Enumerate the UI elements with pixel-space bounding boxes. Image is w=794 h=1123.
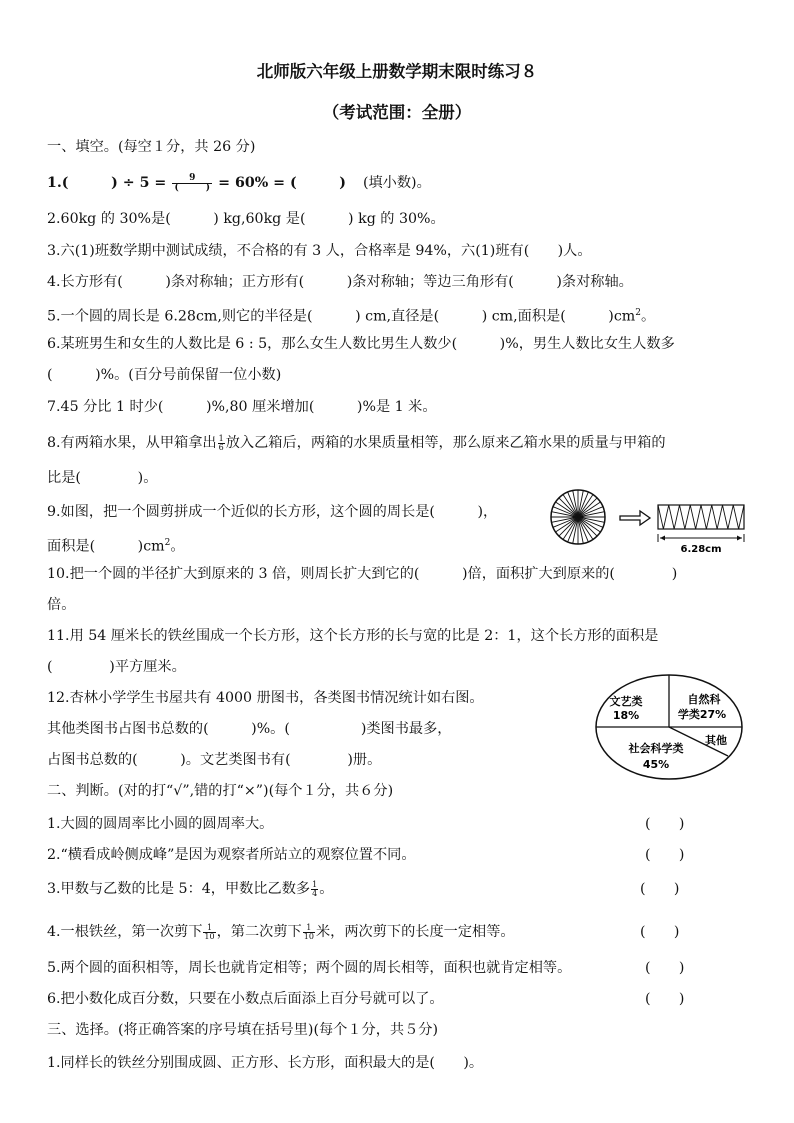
question-12-cont-1: 其他类图书占图书总数的( )%。( )类图书最多， bbox=[47, 721, 452, 737]
right-arrow-icon bbox=[620, 511, 650, 525]
pie-value-shehui: 45% bbox=[642, 758, 670, 771]
fraction: $\frac{1}{10}$ bbox=[303, 922, 314, 941]
question-11-cont: ( )平方厘米。 bbox=[47, 659, 186, 675]
question-2: 2.60kg 的 30%是( ) kg,60kg 是( ) kg 的 30%。 bbox=[47, 211, 445, 227]
question-4: 4.长方形有( )条对称轴；正方形有( )条对称轴；等边三角形有( )条对称轴。 bbox=[47, 274, 633, 290]
choice-question-1: 1.同样长的铁丝分别围成圆、正方形、长方形，面积最大的是( )。 bbox=[47, 1055, 484, 1071]
question-10: 10.把一个圆的半径扩大到原来的 3 倍，则周长扩大到它的( )倍，面积扩大到原来的( ) bbox=[47, 566, 678, 582]
circle-to-rectangle-figure bbox=[548, 484, 754, 554]
judge-question-5: 5.两个圆的面积相等，周长也就肯定相等；两个圆的周长相等，面积也就肯定相等。 bbox=[47, 960, 572, 976]
question-6: 6.某班男生和女生的人数比是 6 : 5，那么女生人数比男生人数少( )%，男生人数比女生人数多 bbox=[47, 336, 675, 352]
pie-label-ziran: 自然科 bbox=[687, 693, 721, 706]
page-subtitle: （考试范围：全册） bbox=[322, 103, 472, 122]
question-6-cont: ( )%。(百分号前保留一位小数) bbox=[47, 367, 282, 383]
answer-paren[interactable]: ( ) bbox=[645, 847, 685, 863]
pie-label-shehui: 社会科学类 bbox=[628, 742, 684, 755]
question-5: 5.一个圆的周长是 6.28cm,则它的半径是( ) cm,直径是( ) cm,面积是( )$cm^2$。 bbox=[47, 308, 656, 325]
divided-circle bbox=[551, 490, 605, 544]
page-title: 北师版六年级上册数学期末限时练习８ bbox=[256, 62, 538, 81]
judge-question-3: 3.甲数与乙数的比是 5：4，甲数比乙数多 $\frac{1}{4}$ 。 bbox=[47, 879, 334, 898]
answer-paren[interactable]: ( ) bbox=[645, 991, 685, 1007]
pie-value-ziran: 学类27% bbox=[677, 708, 727, 721]
section-heading-choice: 三、选择。(将正确答案的序号填在括号里)(每个１分，共５分) bbox=[47, 1022, 439, 1038]
judge-question-6: 6.把小数化成百分数，只要在小数点后面添上百分号就可以了。 bbox=[47, 991, 444, 1007]
question-12: 12.杏林小学学生书屋共有 4000 册图书，各类图书情况统计如右图。 bbox=[47, 690, 484, 706]
answer-paren[interactable]: ( ) bbox=[640, 924, 680, 940]
fraction: $\frac{1}{10}$ bbox=[204, 922, 215, 941]
judge-question-2: 2.“横看成岭侧成峰”是因为观察者所站立的观察位置不同。 bbox=[47, 847, 416, 863]
question-8-cont: 比是( )。 bbox=[47, 470, 158, 486]
question-7: 7.45 分比 1 时少( )%,80 厘米增加( )%是 1 米。 bbox=[47, 399, 437, 415]
fraction: $\frac{1}{4}$ bbox=[312, 879, 318, 898]
answer-paren[interactable]: ( ) bbox=[645, 960, 685, 976]
judge-question-4: 4.一根铁丝，第一次剪下 $\frac{1}{10}$ ，第二次剪下 $\frac{1}{10}$ 米，两次剪下的长度一定相等。 bbox=[47, 922, 515, 941]
dimension-line bbox=[658, 534, 744, 542]
approx-rectangle bbox=[658, 505, 744, 529]
zigzag-sectors bbox=[658, 505, 744, 529]
question-10-cont: 倍。 bbox=[47, 597, 76, 613]
question-3: 3.六(1)班数学期中测试成绩，不合格的有 3 人，合格率是 94%，六(1)班有( )人。 bbox=[47, 243, 592, 259]
fraction: $\frac{9}{( )}$ bbox=[172, 174, 212, 193]
pie-value-wenyi: 18% bbox=[612, 709, 640, 722]
dimension-label: 6.28cm bbox=[680, 544, 722, 554]
section-heading-fill-blank: 一、填空。(每空１分，共 26 分) bbox=[47, 139, 256, 155]
question-8: 8.有两箱水果，从甲箱拿出 $\frac{1}{6}$ 放入乙箱后，两箱的水果质量相等，那么原来乙箱水果的质量与甲箱的 bbox=[47, 433, 666, 452]
answer-paren[interactable]: ( ) bbox=[645, 816, 685, 832]
question-11: 11.用 54 厘米长的铁丝围成一个长方形，这个长方形的长与宽的比是 2：1，这个长方形的面积是 bbox=[47, 628, 659, 644]
question-12-cont-2: 占图书总数的( )。文艺类图书有( )册。 bbox=[47, 752, 382, 768]
fraction: $\frac{1}{6}$ bbox=[218, 433, 224, 452]
question-9: 9.如图，把一个圆剪拼成一个近似的长方形，这个圆的周长是( )， bbox=[47, 504, 498, 520]
section-heading-judge: 二、判断。(对的打“√”,错的打“×”)(每个１分，共６分) bbox=[47, 783, 394, 799]
book-category-pie-chart bbox=[592, 672, 746, 784]
pie-label-wenyi: 文艺类 bbox=[609, 695, 643, 708]
question-1: 1.( ) ÷ 5 = $\frac{9}{( )}$ = 60% = ( ) (填小数)。 bbox=[47, 172, 431, 193]
answer-paren[interactable]: ( ) bbox=[640, 881, 680, 897]
pie-label-qita: 其他 bbox=[705, 734, 727, 747]
question-9-cont: 面积是( )$cm^2$。 bbox=[47, 538, 185, 555]
judge-question-1: 1.大圆的圆周率比小圆的圆周率大。 bbox=[47, 816, 274, 832]
